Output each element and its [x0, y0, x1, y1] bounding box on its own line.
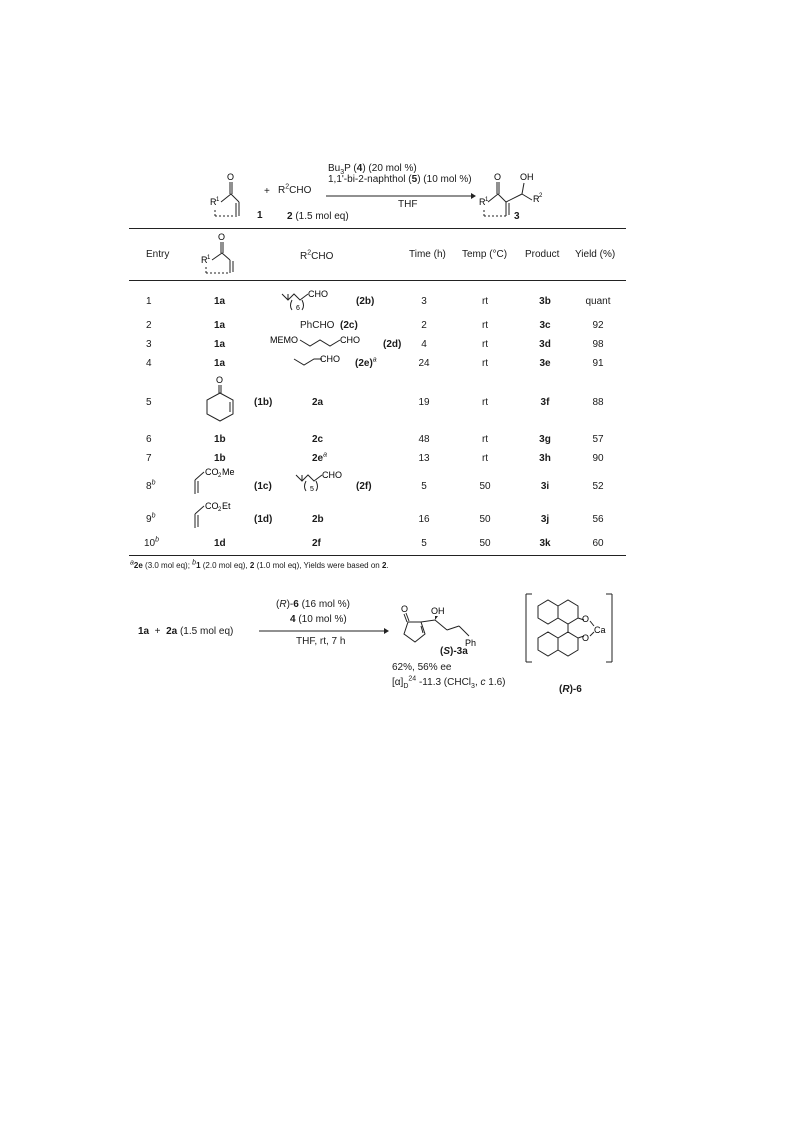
table-row-1-enone: 1a: [214, 296, 226, 307]
table-row-9-entry: 9$^b$: [146, 512, 156, 525]
svg-text:OH: OH: [431, 606, 445, 616]
table-row-1-temp: rt: [481, 296, 489, 307]
table-row-6-time: 48: [418, 434, 430, 445]
table-row-5-time: 19: [418, 397, 430, 408]
svg-text:CO: CO: [205, 467, 219, 477]
scheme2-catalyst: (R)-6 (16 mol %): [276, 599, 350, 610]
aldehyde-2e-structure: [294, 353, 354, 369]
svg-text:O: O: [218, 232, 226, 242]
svg-text:CHO: CHO: [320, 354, 340, 364]
table-row-5-yield: 88: [592, 397, 604, 408]
table-row-8-aldehyde: (2f): [356, 481, 372, 492]
table-row-7-yield: 90: [592, 453, 604, 464]
table-rule-header: [129, 280, 626, 281]
label-1: 1: [257, 210, 263, 221]
table-row-3-aldehyde: (2d): [383, 339, 402, 350]
aldehyde-2b-structure: [282, 290, 362, 314]
table-row-5-entry: 5: [146, 397, 152, 408]
svg-text:O: O: [227, 172, 235, 182]
table-row-5-product: 3f: [540, 397, 550, 408]
table-row-9-enone: (1d): [254, 514, 273, 525]
table-row-6-yield: 57: [592, 434, 604, 445]
table-row-2-time: 2: [421, 320, 427, 331]
aldehyde-r2cho: $R^2CHO$: [278, 183, 312, 196]
table-row-8-product: 3i: [540, 481, 550, 492]
svg-text:R: R: [479, 197, 486, 207]
table-row-2-product: 3c: [539, 320, 551, 331]
table-row-3-yield: 98: [592, 339, 604, 350]
table-row-6-enone: 1b: [214, 434, 226, 445]
svg-text:O: O: [582, 633, 590, 643]
table-row-2-yield: 92: [592, 320, 604, 331]
table-row-7-enone: 1b: [214, 453, 226, 464]
table-row-8-enone: (1c): [254, 481, 272, 492]
svg-text:MEMO: MEMO: [270, 335, 298, 345]
table-row-9-yield: 56: [592, 514, 604, 525]
methyl-acrylate-structure: [185, 466, 245, 496]
table-row-4-entry: 4: [146, 358, 152, 369]
table-row-7-aldehyde: $2e^a$: [312, 451, 328, 464]
scheme2-reactants: 1a + 2a (1.5 mol eq): [138, 626, 234, 637]
table-row-5-aldehyde: 2a: [312, 397, 324, 408]
table-row-10-enone: 1d: [214, 538, 226, 549]
header-enone-structure: [200, 232, 250, 277]
enone-1-structure: [205, 172, 265, 232]
svg-text:R: R: [210, 197, 217, 207]
table-row-9-aldehyde: 2b: [312, 514, 324, 525]
reagent-bu3p: $Bu_3P$ (4) (20 mol %): [328, 163, 417, 176]
table-row-3-temp: rt: [481, 339, 489, 350]
scheme2-conditions: THF, rt, 7 h: [296, 636, 346, 647]
table-rule-top: [129, 228, 626, 229]
svg-text:CHO: CHO: [308, 289, 328, 299]
table-row-4-temp: rt: [481, 358, 489, 369]
table-row-10-temp: 50: [479, 538, 491, 549]
reagent-binol: 1,1'-bi-2-naphthol (5) (10 mol %): [328, 174, 472, 185]
product-3-structure: [476, 172, 556, 232]
svg-text:1: 1: [207, 255, 211, 261]
header-product: Product: [525, 249, 560, 260]
table-row-4-yield: 91: [592, 358, 604, 369]
header-yield: Yield (%): [575, 249, 616, 260]
svg-text:Ph: Ph: [465, 638, 477, 648]
table-row-5-enone: (1b): [254, 397, 273, 408]
scheme2-result: 62%, 56% ee: [392, 662, 452, 673]
table-row-9-time: 16: [418, 514, 430, 525]
table-row-3-time: 4: [421, 339, 427, 350]
svg-text:Ca: Ca: [594, 625, 606, 635]
table-row-6-product: 3g: [539, 434, 551, 445]
label-3: 3: [514, 211, 520, 222]
table-row-8-time: 5: [421, 481, 427, 492]
table-row-7-product: 3h: [539, 453, 551, 464]
svg-text:2: 2: [218, 507, 222, 513]
svg-text:CHO: CHO: [340, 335, 360, 345]
scheme2-product-label: (S)-3a: [440, 646, 468, 657]
table-row-8-temp: 50: [479, 481, 491, 492]
header-time: Time (h): [409, 249, 446, 260]
svg-text:OH: OH: [520, 172, 534, 182]
table-row-6-temp: rt: [481, 434, 489, 445]
table-rule-bottom: [129, 555, 626, 556]
svg-text:CHO: CHO: [322, 470, 342, 480]
table-row-4-product: 3e: [539, 358, 551, 369]
table-row-10-product: 3k: [539, 538, 551, 549]
table-row-1-entry: 1: [146, 296, 152, 307]
scheme2-additive: 4 (10 mol %): [290, 614, 347, 625]
table-row-10-time: 5: [421, 538, 427, 549]
table-row-2-temp: rt: [481, 320, 489, 331]
table-row-5-temp: rt: [481, 397, 489, 408]
table-row-7-entry: 7: [146, 453, 152, 464]
svg-text:R: R: [201, 255, 208, 265]
table-row-1-time: 3: [421, 296, 427, 307]
table-row-7-time: 13: [418, 453, 430, 464]
table-row-6-aldehyde: 2c: [312, 434, 324, 445]
table-row-2-aldehyde: PhCHO (2c): [300, 320, 358, 331]
table-row-10-entry: 10$^b$: [144, 536, 160, 549]
table-row-10-aldehyde: 2f: [312, 538, 321, 549]
cyclohexenone-structure: [198, 375, 248, 425]
table-row-2-entry: 2: [146, 320, 152, 331]
svg-text:2: 2: [539, 193, 543, 199]
table-row-3-enone: 1a: [214, 339, 226, 350]
svg-text:O: O: [216, 375, 224, 385]
header-entry: Entry: [146, 249, 170, 260]
table-row-3-product: 3d: [539, 339, 551, 350]
table-row-9-temp: 50: [479, 514, 491, 525]
table-row-7-temp: rt: [481, 453, 489, 464]
aldehyde-equivalents: 2 (1.5 mol eq): [287, 211, 349, 222]
catalyst-r6-structure: [524, 592, 624, 672]
table-row-8-yield: 52: [592, 481, 604, 492]
svg-text:O: O: [494, 172, 502, 182]
svg-text:2: 2: [218, 473, 222, 479]
svg-text:O: O: [582, 614, 590, 624]
table-row-1-yield: quant: [585, 296, 611, 307]
svg-text:CO: CO: [205, 501, 219, 511]
table-row-4-enone: 1a: [214, 358, 226, 369]
ethyl-acrylate-structure: [185, 500, 245, 530]
table-row-10-yield: 60: [592, 538, 604, 549]
table-footnote: $^a$2e (3.0 mol eq); $^b$1 (2.0 mol eq), 2 (1.0 mol eq), Yields were based on 2.: [130, 559, 389, 570]
svg-text:1: 1: [216, 197, 220, 203]
svg-text:5: 5: [310, 486, 314, 493]
svg-text:R: R: [533, 194, 540, 204]
plus-sign: +: [264, 186, 270, 197]
svg-text:Et: Et: [222, 501, 231, 511]
table-row-1-aldehyde: (2b): [356, 296, 375, 307]
svg-text:6: 6: [296, 305, 300, 312]
catalyst-label: (R)-6: [559, 684, 582, 695]
header-r2cho: $R^2CHO$: [300, 249, 334, 262]
header-temp: Temp (°C): [462, 249, 508, 260]
svg-text:1: 1: [485, 197, 489, 203]
table-row-1-product: 3b: [539, 296, 551, 307]
scheme2-rotation: $[\alpha]_D^{24}$ -11.3 (CHCl$_3$, c 1.6): [392, 675, 506, 690]
table-row-4-aldehyde: $(2e)^a$: [355, 356, 377, 369]
solvent-thf: THF: [398, 199, 418, 210]
table-row-8-entry: 8$^b$: [146, 479, 156, 492]
svg-text:Me: Me: [222, 467, 235, 477]
svg-text:O: O: [401, 604, 409, 614]
table-row-6-entry: 6: [146, 434, 152, 445]
aldehyde-2d-structure: [270, 334, 380, 350]
table-row-3-entry: 3: [146, 339, 152, 350]
table-row-4-time: 24: [418, 358, 430, 369]
table-row-9-product: 3j: [540, 514, 550, 525]
table-row-2-enone: 1a: [214, 320, 226, 331]
